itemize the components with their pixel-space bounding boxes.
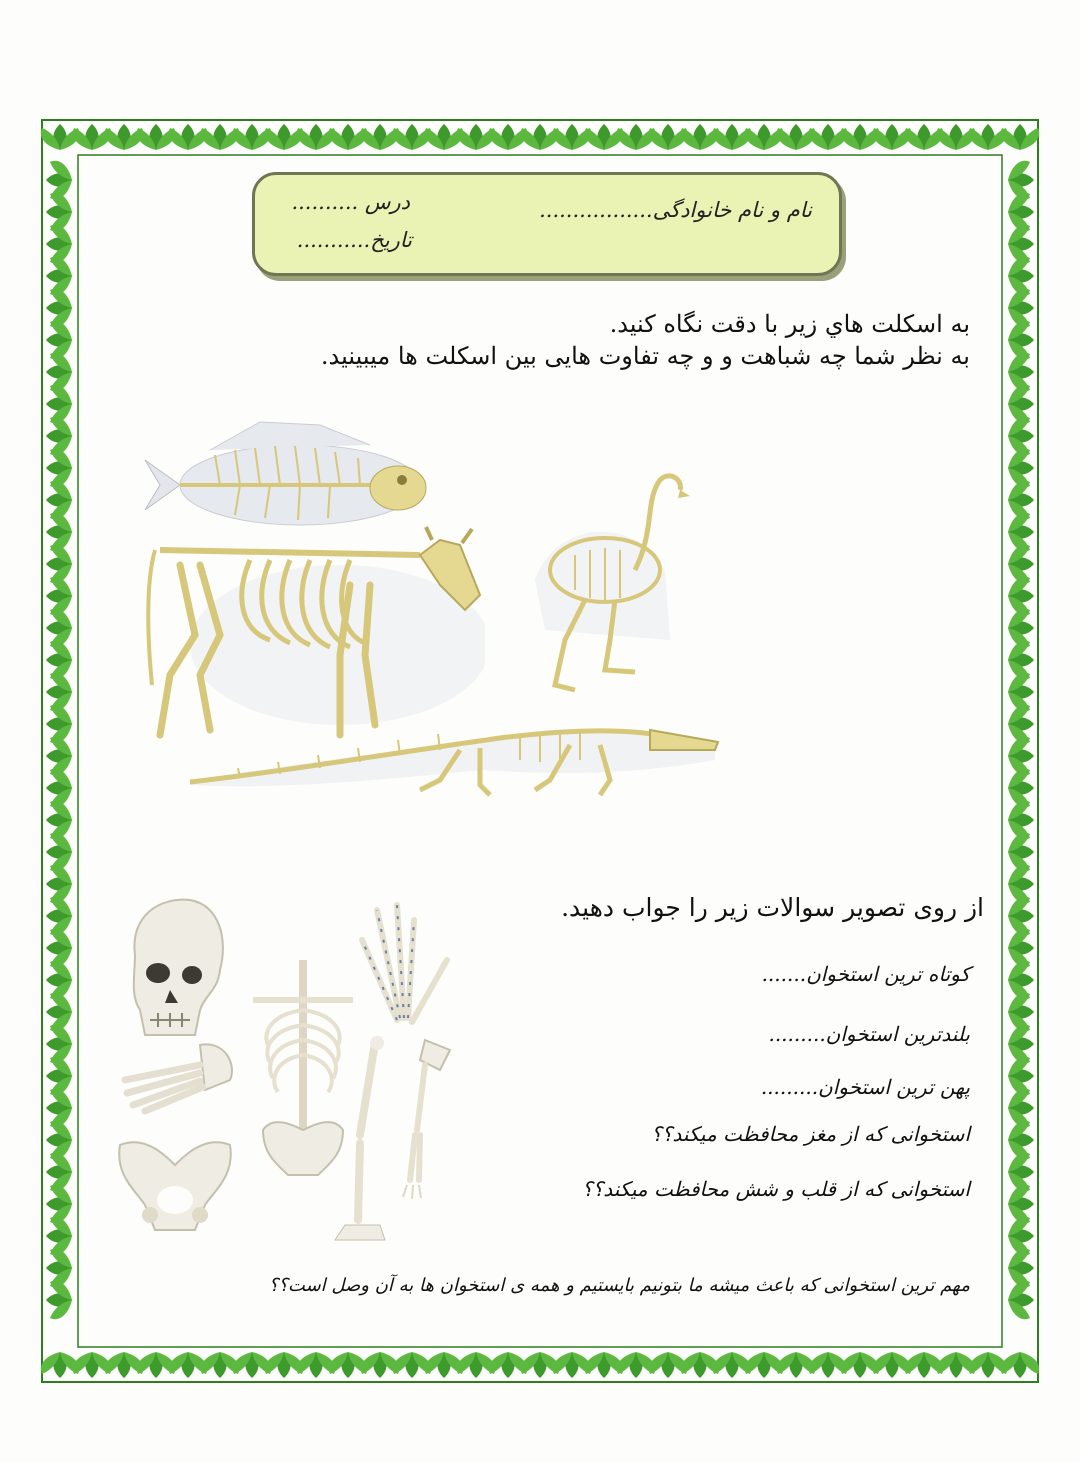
skull-icon [120, 895, 230, 1040]
question-item: بلندترین استخوان......... [768, 1022, 970, 1046]
lesson-field-label[interactable]: درس .......... [291, 190, 410, 214]
final-question: مهم ترین استخوانی که باعث میشه ما بتونیم بایستیم و همه ی استخوان ها به آن وصل است؟؟ [268, 1275, 970, 1296]
name-field-label[interactable]: نام و نام خانوادگی................. [539, 198, 812, 222]
instruction-line-2: به نظر شما چه شباهت و و چه تفاوت هایی بين اسکلت ها ميبينيد. [320, 342, 970, 370]
questions-title: از روی تصویر سوالات زیر را جواب دهید. [561, 893, 984, 922]
hand-bones-icon [352, 900, 452, 1035]
fish-skeleton-icon [140, 410, 440, 535]
question-item: پهن ترین استخوان......... [760, 1075, 970, 1099]
leg-bones-icon [330, 1035, 390, 1245]
question-item: استخوانی که از قلب و شش محافظت میکند؟؟ [582, 1177, 970, 1201]
instruction-line-1: به اسکلت هاي زير با دقت نگاه کنيد. [609, 310, 970, 338]
crocodile-skeleton-icon [180, 700, 720, 805]
pelvis-icon [110, 1130, 240, 1235]
question-item: کوتاه ترین استخوان....... [761, 962, 970, 986]
foot-bones-icon [115, 1035, 240, 1115]
arm-bones-icon [395, 1035, 455, 1200]
student-info-box [252, 172, 842, 276]
bird-skeleton-icon [515, 460, 690, 700]
date-field-label[interactable]: تاریخ........... [296, 228, 412, 252]
question-item: استخوانی که از مغز محافظت میکند؟؟ [651, 1122, 970, 1146]
